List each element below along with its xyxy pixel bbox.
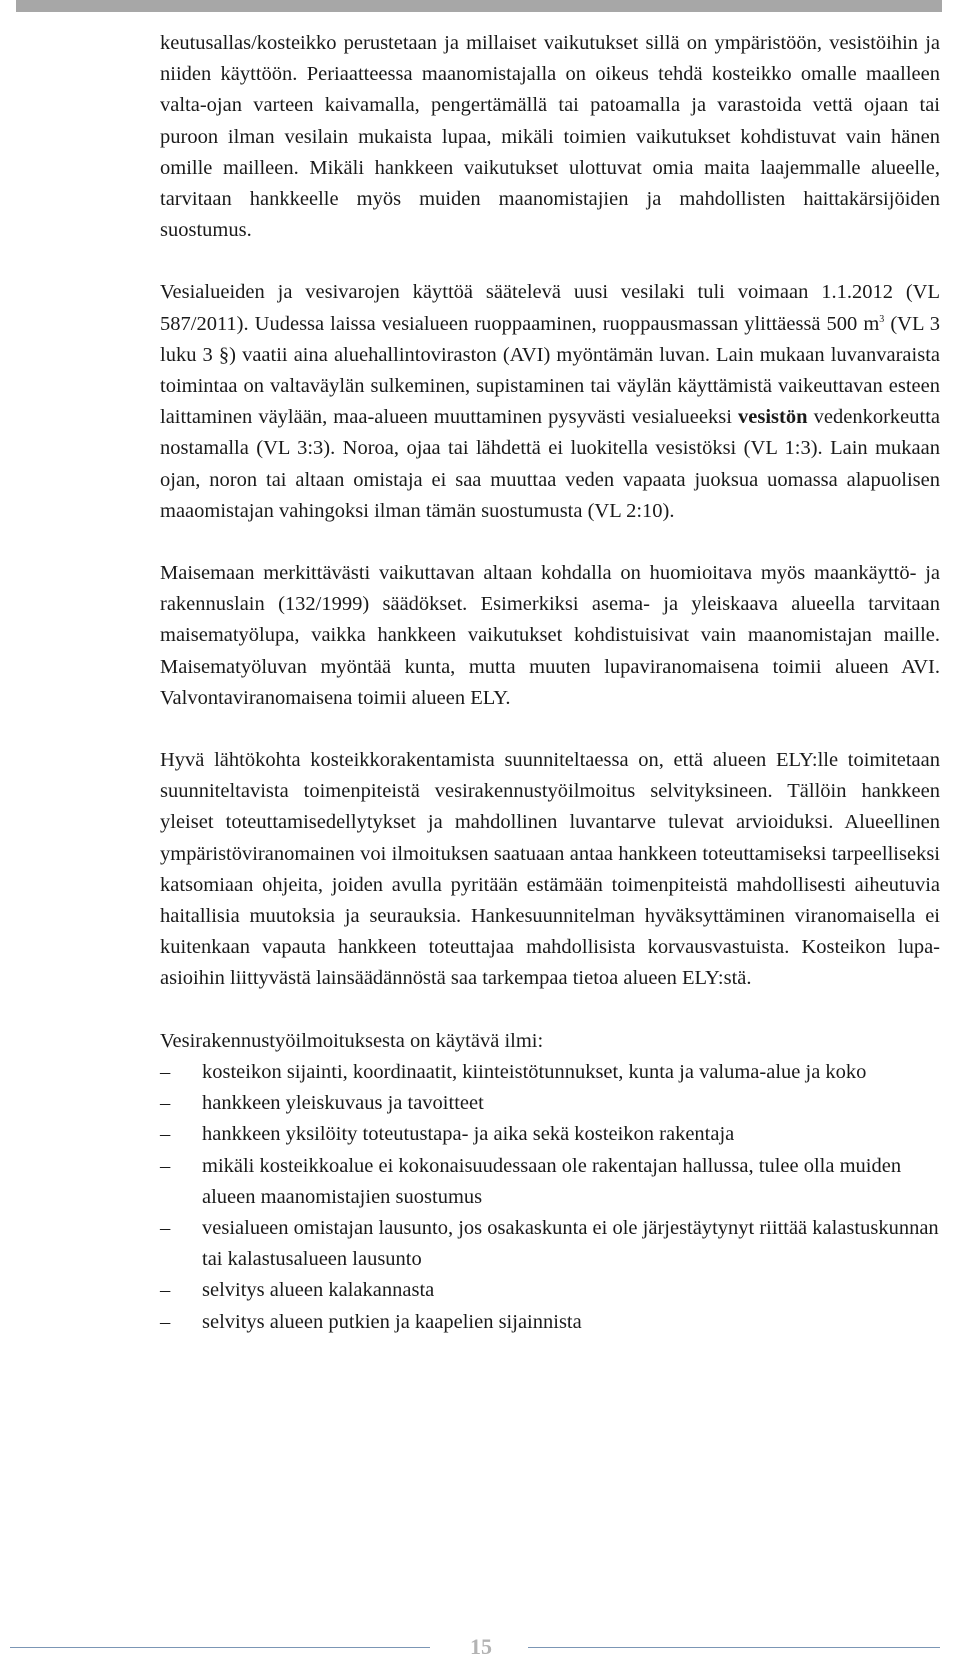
list-item-text: kosteikon sijainti, koordinaatit, kiinteistötunnukset, kunta ja valuma-alue ja koko xyxy=(202,1060,867,1083)
list-item xyxy=(160,1213,940,1275)
footer-rule-left xyxy=(10,1647,430,1648)
dash-bullet-icon: – xyxy=(160,1310,171,1333)
dash-bullet-icon: – xyxy=(160,1123,171,1146)
list-item xyxy=(160,1275,940,1306)
header-rule xyxy=(16,0,942,12)
list-item-text: selvitys alueen putkien ja kaapelien sijainnista xyxy=(202,1310,582,1333)
footer-rule-right xyxy=(528,1647,940,1648)
list-item-text: mikäli kosteikkoalue ei kokonaisuudessaan ole rakentajan hallussa, tulee olla muiden alueen maanomistajien suostumus xyxy=(202,1154,902,1208)
page-number: 15 xyxy=(470,1634,492,1659)
dash-bullet-icon: – xyxy=(160,1279,171,1302)
list-item-text: selvitys alueen kalakannasta xyxy=(202,1279,435,1302)
cubic-superscript: 3 xyxy=(879,313,885,325)
list-item xyxy=(160,1119,940,1150)
dash-bullet-icon: – xyxy=(160,1216,171,1239)
paragraph-notification: Hyvä lähtökohta kosteikkorakentamista suunniteltaessa on, että alueen ELY:lle toimitetaan suunniteltavista toimenpiteistä vesirakennustyöilmoitus selvityksineen. Tällöin hankkeen yleiset toteuttamisedellytykset ja mahdollinen luvantarve tulevat arvioiduksi. Alueellinen ympäristöviranomainen voi ilmoituksen saatuaan antaa hankkeen toteuttamiseksi tarpeelliseksi katsomiaan ohjeita, joiden avulla pyritään estämään toimenpiteistä mahdollisesti aiheutuvia haitallisia muutoksia ja seurauksia. Hankesuunnitelman hyväksyttäminen viranomaisella ei kuitenkaan vapauta hankkeen toteuttajaa mahdollisista korvausvastuista. Kosteikon lupa-asioihin liittyvästä lainsäädännöstä saa tarkempaa tietoa alueen ELY:stä. xyxy=(160,749,940,990)
list-item-text: hankkeen yleiskuvaus ja tavoitteet xyxy=(202,1092,484,1115)
list-item xyxy=(160,1057,940,1088)
list-item xyxy=(160,1151,940,1213)
list-intro: Vesirakennustyöilmoituksesta on käytävä ilmi: xyxy=(160,1029,544,1052)
water-act-text-1: Vesialueiden ja vesivarojen käyttöä säätelevä uusi vesilaki tuli voimaan 1.1.2012 (VL 587/2011). Uudessa laissa vesialueen ruoppaaminen, ruoppausmassan ylittäessä 500 m xyxy=(160,281,940,335)
requirements-list xyxy=(160,1057,940,1338)
water-act-text-2: (VL 3 luku 3 §) vaatii aina aluehallintoviraston (AVI) myöntämän luvan. Lain mukaan luvanvaraista toimintaa on valtaväylän sulkeminen, supistaminen tai väylän käyttämistä vaikeuttavan esteen laittaminen väylään, maa-alueen muuttaminen pysyvästi vesialueeksi xyxy=(160,312,940,429)
list-item xyxy=(160,1088,940,1119)
dash-bullet-icon: – xyxy=(160,1060,171,1083)
paragraph-landscape: Maisemaan merkittävästi vaikuttavan altaan kohdalla on huomioitava myös maankäyttö- ja rakennuslain (132/1999) säädökset. Esimerkiksi asema- ja yleiskaava alueella tarvitaan maisematyölupa, vaikka hankkeen vaikutukset kohdistuisivat vain maanomistajan maille. Maisematyöluvan myöntää kunta, mutta muuten lupaviranomaisena toimii alueen AVI. Valvontaviranomaisena toimii alueen ELY. xyxy=(160,562,940,709)
document-body xyxy=(160,28,940,1338)
bold-term-vesiston: vesistön xyxy=(738,406,808,429)
paragraph-water-act xyxy=(160,277,940,527)
water-act-text-3: vedenkorkeutta nostamalla (VL 3:3). Noroa, ojaa tai lähdettä ei luokitella vesistöksi (VL 1:3). Lain mukaan ojan, noron tai altaan omistaja ei saa muuttaa veden vapaata juoksua uomassa alapuolisen maaomistajan vahingoksi ilman tämän suostumusta (VL 2:10). xyxy=(160,406,940,522)
list-item-text: hankkeen yksilöity toteutustapa- ja aika sekä kosteikon rakentaja xyxy=(202,1123,735,1146)
dash-bullet-icon: – xyxy=(160,1154,171,1177)
paragraph-permits-intro: keutusallas/kosteikko perustetaan ja millaiset vaikutukset sillä on ympäristöön, vesistöihin ja niiden käyttöön. Periaatteessa maanomistajalla on oikeus tehdä kosteikko omalle maalleen valta-ojan varteen kaivamalla, pengertämällä tai patoamalla ja varastoida vettä ojaan tai puroon ilman vesilain mukaista lupaa, mikäli toimien vaikutukset kohdistuvat vain hänen omille mailleen. Mikäli hankkeen vaikutukset ulottuvat omia maita laajemmalle alueelle, tarvitaan hankkeelle myös muiden maanomistajien ja mahdollisten haittakärsijöiden suostumus. xyxy=(160,32,940,242)
dash-bullet-icon: – xyxy=(160,1092,171,1115)
list-item-text: vesialueen omistajan lausunto, jos osakaskunta ei ole järjestäytynyt riittää kalastuskunnan tai kalastusalueen lausunto xyxy=(202,1216,939,1271)
list-item xyxy=(160,1307,940,1338)
